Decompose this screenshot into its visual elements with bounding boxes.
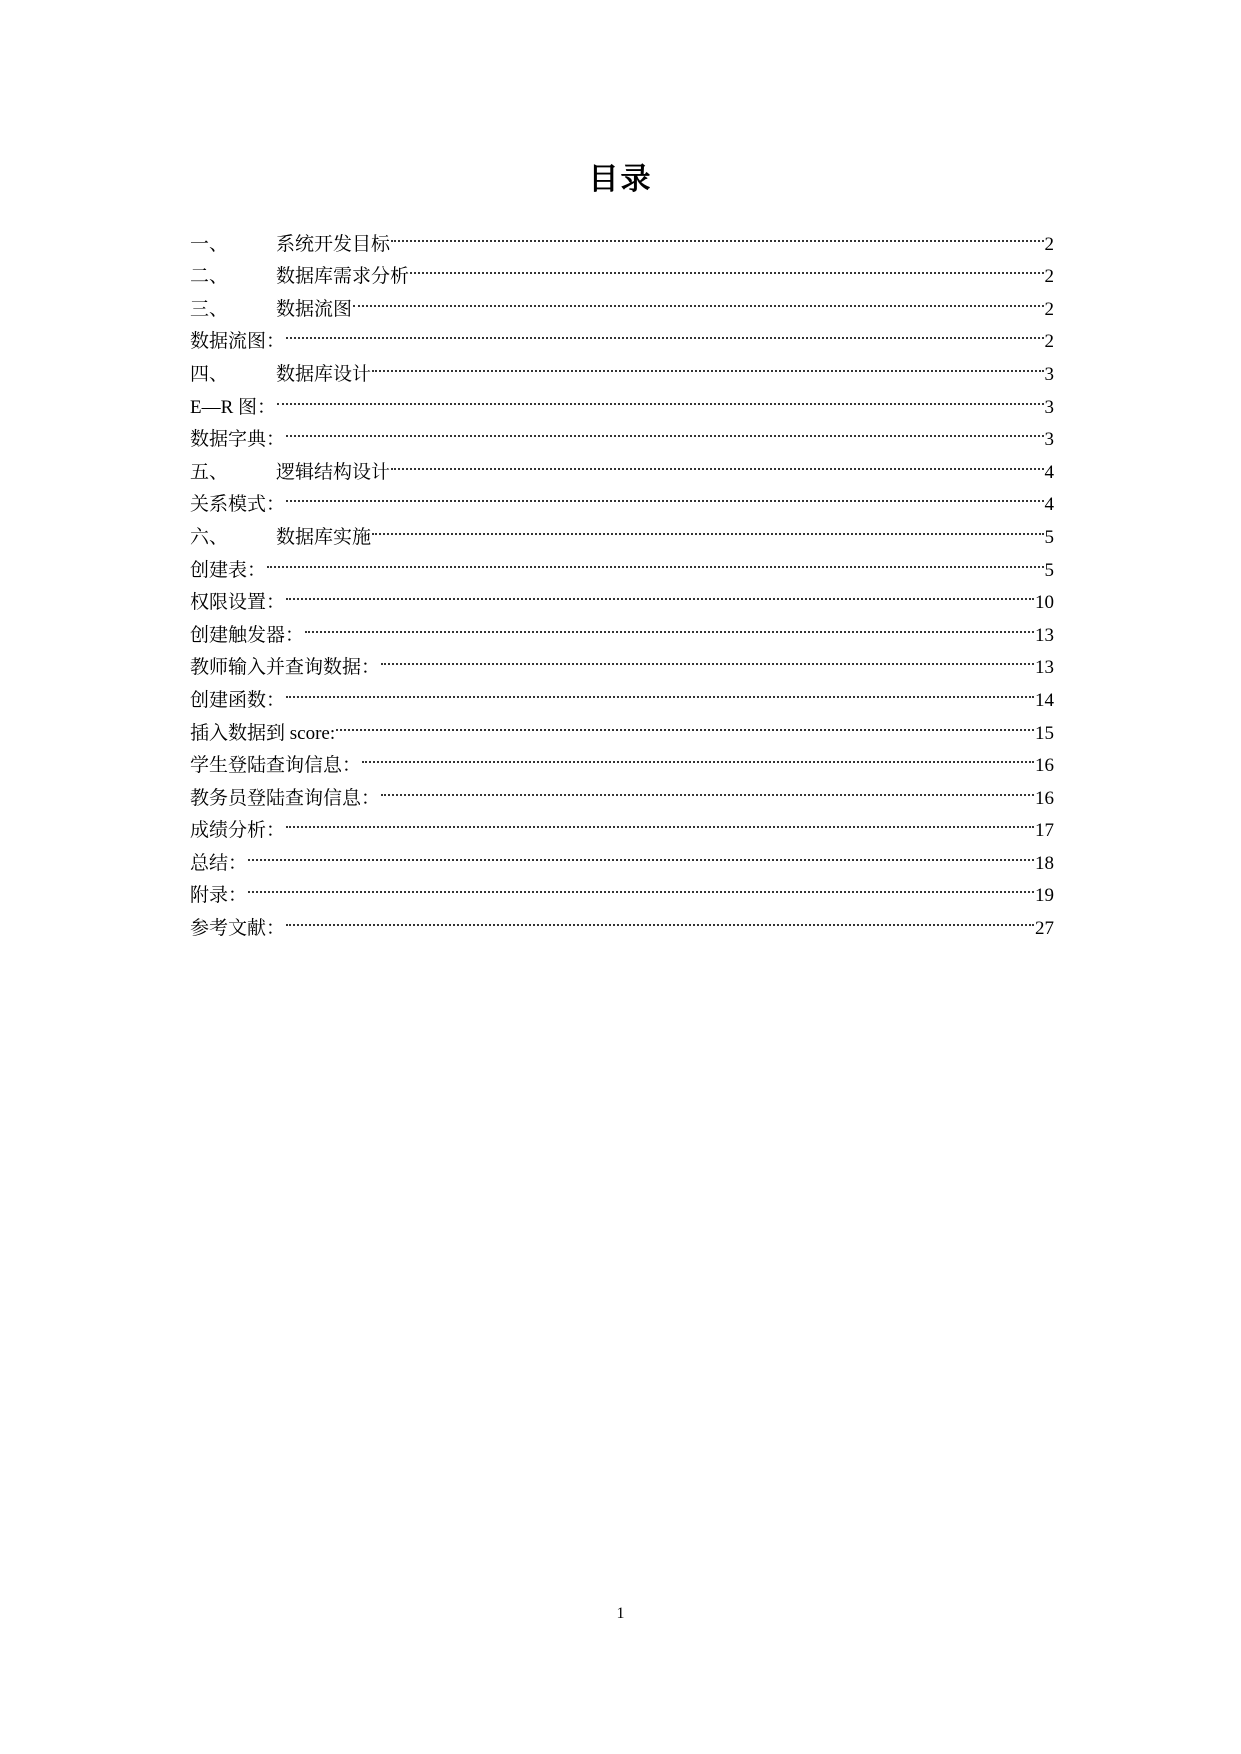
toc-entry-page: 5 (1044, 559, 1054, 581)
toc-entry-label: 参考文献： (190, 918, 286, 940)
toc-entry-page: 5 (1044, 526, 1054, 548)
toc-entry[interactable] (190, 836, 1054, 874)
toc-entry-label: E—R 图： (190, 396, 277, 418)
toc-entry-page: 10 (1035, 592, 1054, 614)
table-of-contents (190, 217, 1054, 940)
toc-entry-label: 数据库需求分析 (276, 266, 410, 288)
toc-entry-page: 3 (1044, 429, 1054, 451)
toc-entry-label: 成绩分析： (190, 820, 286, 842)
toc-dot-leader (248, 869, 1034, 902)
toc-entry-label: 总结： (190, 852, 248, 874)
toc-entry-number: 一、 (190, 233, 229, 255)
toc-title: 目录 (588, 162, 653, 197)
page-number: 1 (616, 1605, 625, 1622)
toc-entry-page: 4 (1044, 461, 1054, 483)
toc-entry-label: 附录： (190, 885, 248, 907)
toc-entry-number: 六、 (190, 526, 229, 548)
toc-entry-page: 2 (1044, 298, 1054, 320)
toc-dot-leader (286, 478, 1043, 511)
toc-dot-leader (381, 771, 1034, 804)
toc-dot-leader (277, 380, 1043, 413)
toc-entry-page: 14 (1035, 689, 1054, 711)
toc-entry-label: 数据流图 (276, 298, 353, 320)
toc-entry[interactable] (190, 869, 1054, 907)
toc-dot-leader (286, 673, 1034, 706)
toc-entry-label: 插入数据到 score: (190, 722, 336, 744)
toc-entry[interactable] (190, 804, 1054, 842)
toc-entry[interactable] (190, 706, 1054, 744)
toc-entry[interactable] (190, 347, 1054, 385)
toc-entry[interactable] (190, 608, 1054, 646)
toc-entry-label: 创建表： (190, 559, 267, 581)
toc-entry-label: 创建函数： (190, 689, 286, 711)
toc-entry-page: 4 (1044, 494, 1054, 516)
toc-dot-leader (381, 641, 1034, 674)
toc-entry-label: 教务员登陆查询信息： (190, 787, 381, 809)
toc-dot-leader (248, 836, 1034, 869)
toc-entry-page: 3 (1044, 396, 1054, 418)
toc-entry[interactable] (190, 478, 1054, 516)
toc-entry-label: 系统开发目标 (276, 233, 391, 255)
toc-dot-leader (286, 804, 1034, 837)
toc-entry-label: 逻辑结构设计 (276, 461, 391, 483)
toc-dot-leader (391, 445, 1043, 478)
toc-dot-leader (362, 739, 1034, 772)
toc-entry-number: 二、 (190, 266, 229, 288)
toc-entry-number: 三、 (190, 298, 229, 320)
toc-entry[interactable] (190, 673, 1054, 711)
toc-entry-label: 数据字典： (190, 429, 286, 451)
toc-dot-leader (286, 576, 1034, 609)
toc-entry-page: 16 (1035, 755, 1054, 777)
toc-entry-label: 关系模式： (190, 494, 286, 516)
toc-dot-leader (372, 347, 1043, 380)
toc-entry-page: 15 (1035, 722, 1054, 744)
toc-dot-leader (410, 250, 1043, 283)
toc-entry-label: 数据库设计 (276, 363, 372, 385)
toc-entry[interactable] (190, 576, 1054, 614)
toc-entry-number: 四、 (190, 363, 229, 385)
toc-dot-leader (286, 315, 1043, 348)
toc-entry-label: 学生登陆查询信息： (190, 755, 362, 777)
toc-entry[interactable] (190, 315, 1054, 353)
toc-entry-page: 2 (1044, 266, 1054, 288)
toc-entry[interactable] (190, 510, 1054, 548)
toc-dot-leader (305, 608, 1034, 641)
toc-entry-page: 18 (1035, 852, 1054, 874)
toc-entry-page: 2 (1044, 233, 1054, 255)
toc-entry[interactable] (190, 380, 1054, 418)
toc-entry-label: 权限设置： (190, 592, 286, 614)
toc-entry-page: 13 (1035, 657, 1054, 679)
toc-dot-leader (286, 901, 1034, 934)
toc-entry[interactable] (190, 543, 1054, 581)
toc-dot-leader (336, 706, 1034, 739)
toc-dot-leader (286, 413, 1043, 446)
toc-entry-label: 教师输入并查询数据： (190, 657, 381, 679)
toc-entry-number: 五、 (190, 461, 229, 483)
toc-entry-page: 2 (1044, 331, 1054, 353)
toc-entry-page: 16 (1035, 787, 1054, 809)
toc-entry[interactable] (190, 413, 1054, 451)
toc-entry-label: 创建触发器： (190, 624, 305, 646)
toc-dot-leader (372, 510, 1043, 543)
toc-entry-page: 17 (1035, 820, 1054, 842)
toc-entry-page: 27 (1035, 918, 1054, 940)
toc-entry-page: 13 (1035, 624, 1054, 646)
toc-entry-page: 3 (1044, 363, 1054, 385)
toc-entry[interactable] (190, 445, 1054, 483)
toc-dot-leader (391, 217, 1043, 250)
toc-dot-leader (353, 282, 1043, 315)
toc-entry-label: 数据库实施 (276, 526, 372, 548)
toc-entry-label: 数据流图： (190, 331, 286, 353)
toc-entry[interactable] (190, 901, 1054, 940)
toc-entry[interactable] (190, 217, 1054, 255)
toc-entry[interactable] (190, 641, 1054, 679)
toc-entry-page: 19 (1035, 885, 1054, 907)
toc-dot-leader (267, 543, 1043, 576)
